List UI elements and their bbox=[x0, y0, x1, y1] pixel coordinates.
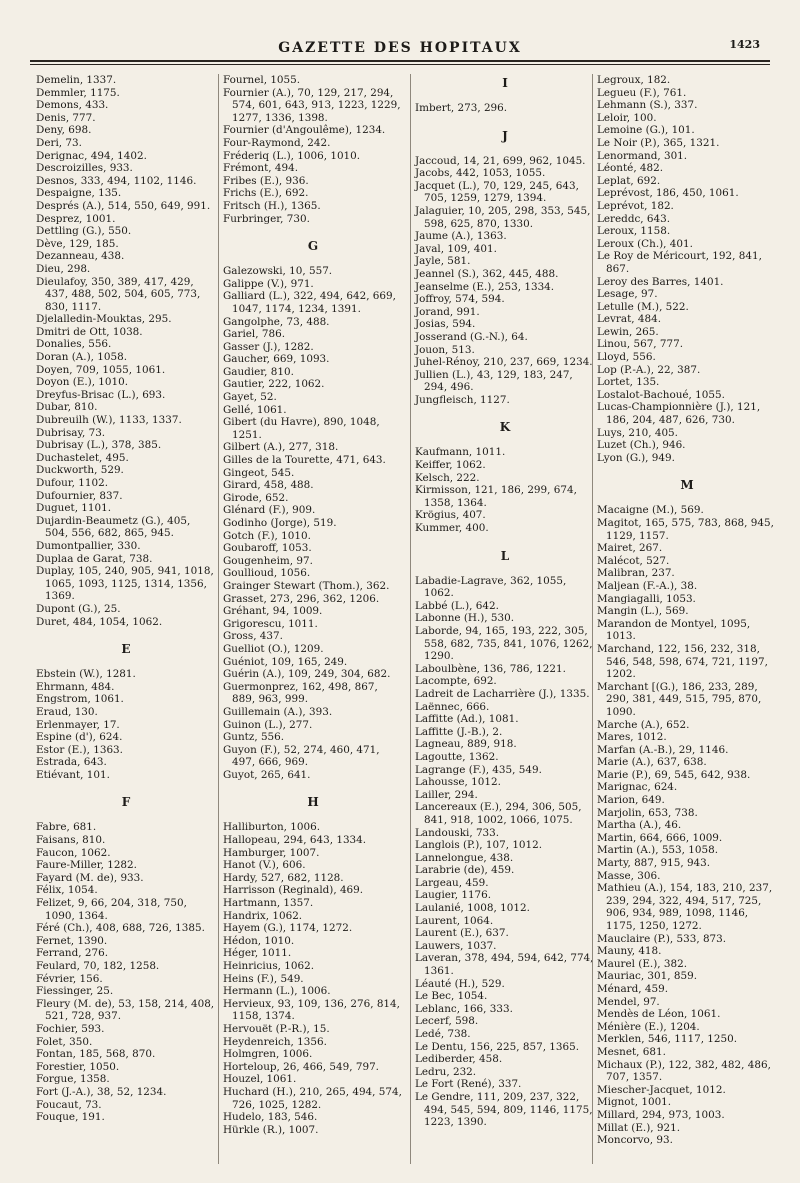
index-entry: Marie (A.), 637, 638. bbox=[597, 756, 707, 769]
index-entry: Gréhant, 94, 1009. bbox=[223, 605, 323, 618]
index-entry: Guéniot, 109, 165, 249. bbox=[223, 655, 348, 668]
index-entry: Ehrmann, 484. bbox=[36, 680, 115, 693]
index-entry: Djelalledin-Mouktas, 295. bbox=[36, 313, 172, 326]
index-entry: Hartmann, 1357. bbox=[223, 897, 314, 910]
index-entry: Joffroy, 574, 594. bbox=[415, 293, 505, 306]
index-entry: Marignac, 624. bbox=[597, 781, 678, 794]
index-entry: Deri, 73. bbox=[36, 136, 82, 149]
index-entry: Gross, 437. bbox=[223, 630, 283, 643]
index-entry: Folet, 350. bbox=[36, 1035, 93, 1048]
index-entry: Ferrand, 276. bbox=[36, 947, 109, 960]
index-entry: Guelliot (O.), 1209. bbox=[223, 642, 324, 655]
page-number: 1423 bbox=[729, 38, 760, 51]
index-entry: Marie (P.), 69, 545, 642, 938. bbox=[597, 768, 751, 781]
index-entry: Grigorescu, 1011. bbox=[223, 617, 318, 630]
index-entry: Dujardin-Beaumetz (G.), 405, 504, 556, 682, 865, 945. bbox=[36, 514, 191, 540]
index-entry: Gilbert (A.), 277, 318. bbox=[223, 441, 339, 454]
index-entry: Marchand, 122, 156, 232, 318, 546, 548, 598, 674, 721, 1197, 1202. bbox=[597, 642, 768, 681]
section-letter: H bbox=[307, 795, 319, 810]
index-entry: Maurel (E.), 382. bbox=[597, 957, 688, 970]
index-entry: Gasser (J.), 1282. bbox=[223, 340, 314, 353]
index-entry: Leroux (Ch.), 401. bbox=[597, 237, 693, 250]
index-entry: Guinon (L.), 277. bbox=[223, 718, 313, 731]
index-entry: Le Bec, 1054. bbox=[415, 990, 488, 1003]
index-entry: Desnos, 333, 494, 1102, 1146. bbox=[36, 174, 197, 187]
index-entry: Linou, 567, 777. bbox=[597, 338, 684, 351]
index-entry: Hamburger, 1007. bbox=[223, 846, 320, 859]
index-entry: Laugier, 1176. bbox=[415, 889, 492, 902]
index-entry: Faucon, 1062. bbox=[36, 846, 111, 859]
index-entry: Dève, 129, 185. bbox=[36, 237, 119, 250]
index-entry: Després (A.), 514, 550, 649, 991. bbox=[36, 199, 211, 212]
index-entry: Lortet, 135. bbox=[597, 376, 660, 389]
index-entry: Lannelongue, 438. bbox=[415, 851, 514, 864]
index-entry: Frémont, 494. bbox=[223, 162, 299, 175]
index-entry: Laurent (E.), 637. bbox=[415, 927, 509, 940]
index-entry: Hervouët (P.-R.), 15. bbox=[223, 1022, 330, 1035]
index-entry: Lyon (G.), 949. bbox=[597, 451, 675, 464]
index-entry: Martha (A.), 46. bbox=[597, 819, 682, 832]
index-entry: Fournel, 1055. bbox=[223, 74, 301, 86]
index-entry: Fort (J.-A.), 38, 52, 1234. bbox=[36, 1085, 167, 1098]
index-entry: Hayem (G.), 1174, 1272. bbox=[223, 922, 353, 935]
index-entry: Février, 156. bbox=[36, 972, 103, 985]
index-entry: Jayle, 581. bbox=[415, 255, 471, 268]
index-entry: Hardy, 527, 682, 1128. bbox=[223, 871, 344, 884]
index-entry: Lostalot-Bachoué, 1055. bbox=[597, 388, 725, 401]
index-entry: Lauwers, 1037. bbox=[415, 939, 497, 952]
index-entry: Lehmann (S.), 337. bbox=[597, 99, 698, 112]
index-entry: Luzet (Ch.), 946. bbox=[597, 439, 686, 452]
index-entry: Galippe (V.), 971. bbox=[223, 277, 314, 290]
index-entry: Luys, 210, 405. bbox=[597, 426, 678, 439]
index-entry: Duplaa de Garat, 738. bbox=[36, 552, 153, 565]
index-entry: Fouque, 191. bbox=[36, 1111, 105, 1124]
index-entry: Estrada, 643. bbox=[36, 756, 107, 769]
index-entry: Laënnec, 666. bbox=[415, 700, 490, 713]
index-column-3 bbox=[410, 74, 595, 1164]
index-entry: Glénard (F.), 909. bbox=[223, 504, 316, 517]
index-entry: Jalaguier, 10, 205, 298, 353, 545, 598, 625, 870, 1330. bbox=[415, 204, 591, 230]
index-entry: Gayet, 52. bbox=[223, 391, 277, 404]
index-entry: Leroy des Barres, 1401. bbox=[597, 275, 724, 288]
index-entry: Estor (E.), 1363. bbox=[36, 743, 123, 756]
index-entry: Laurent, 1064. bbox=[415, 914, 494, 927]
index-entry: Mesnet, 681. bbox=[597, 1045, 666, 1058]
section-letter: K bbox=[499, 420, 511, 435]
index-entry: Dubar, 810. bbox=[36, 401, 98, 414]
header-rule-thick bbox=[30, 60, 770, 62]
index-entry: Denis, 777. bbox=[36, 111, 96, 124]
index-entry: Despaigne, 135. bbox=[36, 187, 122, 200]
index-entry: Guyot, 265, 641. bbox=[223, 768, 311, 781]
index-entry: Heydenreich, 1356. bbox=[223, 1035, 327, 1048]
index-column-1 bbox=[36, 74, 216, 1164]
index-entry: Espine (d'), 624. bbox=[36, 731, 123, 744]
index-entry: Le Dentu, 156, 225, 857, 1365. bbox=[415, 1040, 580, 1053]
index-entry: Hudelo, 183, 546. bbox=[223, 1111, 318, 1124]
header-rule-thin bbox=[30, 64, 770, 65]
index-entry: Lucas-Championnière (J.), 121, 186, 204, 487, 626, 730. bbox=[597, 401, 761, 427]
index-entry: Dubrisay (L.), 378, 385. bbox=[36, 439, 162, 452]
index-entry: Dufour, 1102. bbox=[36, 477, 108, 489]
index-entry: Labadie-Lagrave, 362, 1055, 1062. bbox=[415, 574, 567, 600]
index-entry: Forestier, 1050. bbox=[36, 1060, 120, 1073]
index-entry: Legueu (F.), 761. bbox=[597, 86, 687, 99]
index-entry: Léauté (H.), 529. bbox=[415, 977, 505, 990]
index-entry: Furbringer, 730. bbox=[223, 212, 310, 225]
index-entry: Dupont (G.), 25. bbox=[36, 602, 121, 615]
index-entry: Macaigne (M.), 569. bbox=[597, 504, 704, 517]
index-column-4 bbox=[592, 74, 777, 1164]
index-entry: Fernet, 1390. bbox=[36, 934, 108, 947]
index-entry: Faisans, 810. bbox=[36, 834, 106, 847]
index-entry: Fréderiq (L.), 1006, 1010. bbox=[223, 149, 361, 162]
index-entry: Héger, 1011. bbox=[223, 947, 292, 960]
index-entry: Frichs (E.), 692. bbox=[223, 187, 309, 200]
index-entry: Ledé, 738. bbox=[415, 1028, 471, 1040]
index-entry: Largeau, 459. bbox=[415, 876, 489, 889]
index-entry: Marion, 649. bbox=[597, 794, 665, 807]
index-entry: Gibert (du Havre), 890, 1048, 1251. bbox=[223, 416, 380, 441]
index-entry: Jeanselme (E.), 253, 1334. bbox=[415, 280, 555, 293]
index-entry: Guyon (F.), 52, 274, 460, 471, 497, 666, 969. bbox=[223, 743, 380, 769]
index-entry: Demons, 433. bbox=[36, 99, 109, 112]
section-letter: J bbox=[502, 128, 508, 143]
index-entry: Jacobs, 442, 1053, 1055. bbox=[415, 167, 546, 180]
index-entry: Jacquet (L.), 70, 129, 245, 643, 705, 1259, 1279, 1394. bbox=[415, 179, 579, 205]
index-entry: Dreyfus-Brisac (L.), 693. bbox=[36, 388, 166, 401]
index-entry: Halliburton, 1006. bbox=[223, 821, 321, 834]
index-entry: Hürkle (R.), 1007. bbox=[223, 1123, 319, 1136]
index-entry: Malécot, 527. bbox=[597, 554, 670, 567]
index-entry: Holmgren, 1006. bbox=[223, 1048, 313, 1061]
index-entry: Etiévant, 101. bbox=[36, 768, 110, 781]
index-entry: Marchant [(G.), 186, 233, 289, 290, 381, 449, 515, 795, 870, 1090. bbox=[597, 680, 762, 718]
section-letter: E bbox=[121, 642, 131, 657]
index-entry: Le Gendre, 111, 209, 237, 322, 494, 545, 594, 809, 1146, 1175, 1223, 1390. bbox=[415, 1090, 593, 1129]
index-entry: Gilles de la Tourette, 471, 643. bbox=[223, 454, 386, 467]
index-entry: Miescher-Jacquet, 1012. bbox=[597, 1083, 726, 1096]
index-entry: Gellé, 1061. bbox=[223, 403, 287, 416]
index-entry: Gotch (F.), 1010. bbox=[223, 529, 311, 542]
index-entry: Laulanié, 1008, 1012. bbox=[415, 902, 530, 915]
index-entry: Heinricius, 1062. bbox=[223, 960, 315, 972]
index-entry: Dieu, 298. bbox=[36, 262, 91, 275]
index-entry: Gingeot, 545. bbox=[223, 466, 295, 479]
index-entry: Grasset, 273, 296, 362, 1206. bbox=[223, 592, 380, 605]
index-entry: Jorand, 991. bbox=[415, 305, 480, 318]
index-entry: Horteloup, 26, 466, 549, 797. bbox=[223, 1060, 379, 1073]
index-entry: Kelsch, 222. bbox=[415, 471, 480, 484]
index-entry: Laveran, 378, 494, 594, 642, 774, 1361. bbox=[415, 952, 594, 978]
index-entry: Lahousse, 1012. bbox=[415, 776, 501, 789]
index-entry: Duchastelet, 495. bbox=[36, 451, 129, 464]
index-entry: Duret, 484, 1054, 1062. bbox=[36, 615, 163, 628]
index-entry: Gariel, 786. bbox=[223, 328, 285, 341]
index-entry: Goullioud, 1056. bbox=[223, 567, 311, 580]
index-entry: Godinho (Jorge), 519. bbox=[223, 517, 337, 529]
index-entry: Lediberder, 458. bbox=[415, 1053, 503, 1066]
index-entry: Handrix, 1062. bbox=[223, 909, 303, 922]
index-entry: Doyon (E.), 1010. bbox=[36, 376, 129, 389]
index-entry: Marjolin, 653, 738. bbox=[597, 806, 698, 819]
index-entry: Merklen, 546, 1117, 1250. bbox=[597, 1033, 738, 1046]
index-entry: Michaux (P.), 122, 382, 482, 486, 707, 1357. bbox=[597, 1058, 771, 1084]
section-letter: M bbox=[680, 478, 694, 493]
index-entry: Mauclaire (P.), 533, 873. bbox=[597, 932, 727, 945]
index-entry: Gougenheim, 97. bbox=[223, 554, 313, 567]
index-entry: Laffitte (Ad.), 1081. bbox=[415, 713, 519, 726]
index-entry: Fabre, 681. bbox=[36, 821, 97, 834]
index-entry: Eraud, 130. bbox=[36, 705, 98, 718]
index-entry: Doran (A.), 1058. bbox=[36, 351, 128, 364]
index-entry: Masse, 306. bbox=[597, 869, 661, 882]
index-entry: Lesage, 97. bbox=[597, 288, 658, 301]
index-entry: Engstrom, 1061. bbox=[36, 693, 124, 706]
index-entry: Kaufmann, 1011. bbox=[415, 446, 506, 459]
index-entry: Kummer, 400. bbox=[415, 522, 489, 535]
index-entry: Fleury (M. de), 53, 158, 214, 408, 521, 728, 937. bbox=[36, 997, 215, 1023]
index-entry: Lagoutte, 1362. bbox=[415, 750, 499, 763]
index-entry: Leroux, 1158. bbox=[597, 225, 671, 238]
index-entry: Foucaut, 73. bbox=[36, 1098, 102, 1111]
index-entry: Hanot (V.), 606. bbox=[223, 859, 306, 872]
index-entry: Fribes (E.), 936. bbox=[223, 174, 309, 187]
index-entry: Kirmisson, 121, 186, 299, 674, 1358, 1364. bbox=[415, 484, 577, 509]
index-entry: Jaume (A.), 1363. bbox=[415, 230, 507, 243]
index-entry: Mauriac, 301, 859. bbox=[597, 970, 698, 983]
index-entry: Grainger Stewart (Thom.), 362. bbox=[223, 579, 390, 592]
index-entry: Mauny, 418. bbox=[597, 945, 662, 958]
index-entry: Mignot, 1001. bbox=[597, 1096, 672, 1109]
index-entry: Fiessinger, 25. bbox=[36, 985, 114, 998]
index-entry: Martin, 664, 666, 1009. bbox=[597, 831, 723, 844]
index-entry: Labbé (L.), 642. bbox=[415, 599, 499, 612]
index-entry: Galliard (L.), 322, 494, 642, 669, 1047, 1174, 1234, 1391. bbox=[223, 290, 396, 315]
index-entry: Guillemain (A.), 393. bbox=[223, 705, 333, 718]
index-entry: Le Fort (René), 337. bbox=[415, 1078, 522, 1091]
index-entry: Levrat, 484. bbox=[597, 313, 661, 326]
index-entry: Dezanneau, 438. bbox=[36, 250, 125, 263]
index-entry: Imbert, 273, 296. bbox=[415, 102, 508, 114]
section-letter: L bbox=[500, 548, 510, 563]
index-entry: Léonté, 482. bbox=[597, 162, 664, 175]
index-entry: Descroizilles, 933. bbox=[36, 162, 133, 175]
journal-title: GAZETTE DES HOPITAUX bbox=[278, 40, 522, 56]
index-entry: Lereddc, 643. bbox=[597, 212, 671, 225]
index-entry: Gaucher, 669, 1093. bbox=[223, 353, 330, 366]
index-entry: Felizet, 9, 66, 204, 318, 750, 1090, 1364. bbox=[36, 897, 187, 922]
index-entry: Girard, 458, 488. bbox=[223, 479, 314, 492]
index-entry: Dufournier, 837. bbox=[36, 489, 123, 502]
index-entry: Marche (A.), 652. bbox=[597, 718, 690, 731]
index-entry: Labonne (H.), 530. bbox=[415, 612, 515, 625]
index-entry: Ménard, 459. bbox=[597, 982, 669, 995]
index-entry: Hermann (L.), 1006. bbox=[223, 985, 331, 998]
index-entry: Leprévost, 186, 450, 1061. bbox=[597, 187, 739, 200]
index-entry: Moncorvo, 93. bbox=[597, 1134, 673, 1147]
index-entry: Le Noir (P.), 365, 1321. bbox=[597, 136, 720, 149]
index-entry: Langlois (P.), 107, 1012. bbox=[415, 839, 543, 852]
index-entry: Demelin, 1337. bbox=[36, 74, 117, 86]
index-entry: Le Roy de Méricourt, 192, 841, 867. bbox=[597, 250, 762, 275]
index-entry: Féré (Ch.), 408, 688, 726, 1385. bbox=[36, 922, 205, 935]
index-entry: Ladreit de Lacharrière (J.), 1335. bbox=[415, 687, 590, 700]
index-entry: Millard, 294, 973, 1003. bbox=[597, 1108, 725, 1121]
index-entry: Jaccoud, 14, 21, 699, 962, 1045. bbox=[415, 154, 586, 167]
index-entry: Galezowski, 10, 557. bbox=[223, 265, 333, 278]
index-entry: Mairet, 267. bbox=[597, 542, 663, 555]
index-entry: Guérin (A.), 109, 249, 304, 682. bbox=[223, 668, 391, 681]
index-entry: Lloyd, 556. bbox=[597, 351, 656, 364]
index-entry: Mathieu (A.), 154, 183, 210, 237, 239, 294, 322, 494, 517, 725, 906, 934, 989, 1098, 1146, 1175, 1250, 1272. bbox=[597, 882, 773, 932]
index-entry: Dumontpallier, 330. bbox=[36, 539, 141, 552]
index-entry: Forgue, 1358. bbox=[36, 1073, 110, 1086]
index-entry: Dmitri de Ott, 1038. bbox=[36, 325, 143, 338]
index-entry: Desprez, 1001. bbox=[36, 212, 116, 225]
index-entry: Laboulbène, 136, 786, 1221. bbox=[415, 662, 566, 675]
index-entry: Duguet, 1101. bbox=[36, 502, 112, 515]
index-entry: Duplay, 105, 240, 905, 941, 1018, 1065, 1093, 1125, 1314, 1356, 1369. bbox=[36, 565, 214, 603]
index-entry: Heins (F.), 549. bbox=[223, 972, 304, 985]
index-entry: Hédon, 1010. bbox=[223, 934, 295, 947]
index-entry: Donalies, 556. bbox=[36, 338, 112, 351]
index-entry: Lancereaux (E.), 294, 306, 505, 841, 918, 1002, 1066, 1075. bbox=[415, 801, 582, 826]
index-entry: Leprévot, 182. bbox=[597, 199, 674, 212]
index-entry: Fochier, 593. bbox=[36, 1022, 105, 1035]
index-entry: Félix, 1054. bbox=[36, 884, 98, 897]
index-entry: Gaudier, 810. bbox=[223, 365, 294, 378]
index-entry: Erlenmayer, 17. bbox=[36, 718, 120, 731]
index-entry: Derignac, 494, 1402. bbox=[36, 149, 147, 162]
index-entry: Huchard (H.), 210, 265, 494, 574, 726, 1025, 1282. bbox=[223, 1085, 402, 1111]
index-entry: Maljean (F.-A.), 38. bbox=[597, 579, 698, 592]
index-entry: Magitot, 165, 575, 783, 868, 945, 1129, 1157. bbox=[597, 517, 774, 542]
index-entry: Larabrie (de), 459. bbox=[415, 864, 515, 877]
index-entry: Ledru, 232. bbox=[415, 1065, 477, 1078]
index-entry: Jungfleisch, 1127. bbox=[415, 393, 510, 406]
index-entry: Javal, 109, 401. bbox=[415, 242, 497, 255]
index-entry: Laborde, 94, 165, 193, 222, 305, 558, 682, 735, 841, 1076, 1262, 1290. bbox=[415, 625, 593, 663]
index-entry: Four-Raymond, 242. bbox=[223, 136, 331, 149]
index-entry: Dubrisay, 73. bbox=[36, 426, 106, 439]
index-entry: Keiffer, 1062. bbox=[415, 459, 486, 472]
index-entry: Girode, 652. bbox=[223, 491, 289, 504]
section-letter: I bbox=[502, 76, 508, 90]
index-entry: Feulard, 70, 182, 1258. bbox=[36, 960, 160, 972]
index-entry: Leblanc, 166, 333. bbox=[415, 1002, 513, 1015]
index-entry: Fayard (M. de), 933. bbox=[36, 871, 144, 884]
index-entry: Letulle (M.), 522. bbox=[597, 300, 689, 313]
index-entry: Houzel, 1061. bbox=[223, 1073, 297, 1086]
index-entry: Mares, 1012. bbox=[597, 731, 667, 744]
index-entry: Leplat, 692. bbox=[597, 174, 661, 187]
index-entry: Ménière (E.), 1204. bbox=[597, 1020, 700, 1033]
index-entry: Juhel-Rénoy, 210, 237, 669, 1234. bbox=[415, 356, 593, 369]
index-entry: Lailler, 294. bbox=[415, 788, 478, 801]
index-entry: Ebstein (W.), 1281. bbox=[36, 668, 136, 681]
index-entry: Lecerf, 598. bbox=[415, 1015, 479, 1028]
index-entry: Guntz, 556. bbox=[223, 731, 285, 744]
index-entry: Fontan, 185, 568, 870. bbox=[36, 1048, 156, 1061]
index-entry: Gautier, 222, 1062. bbox=[223, 378, 325, 391]
index-entry: Lagneau, 889, 918. bbox=[415, 738, 517, 751]
index-entry: Legroux, 182. bbox=[597, 74, 671, 86]
index-entry: Guermonprez, 162, 498, 867, 889, 963, 999. bbox=[223, 680, 378, 706]
index-entry: Martin (A.), 553, 1058. bbox=[597, 844, 718, 857]
index-entry: Demmler, 1175. bbox=[36, 86, 120, 99]
index-entry: Josias, 594. bbox=[415, 318, 476, 331]
index-entry: Lop (P.-A.), 22, 387. bbox=[597, 363, 701, 376]
index-entry: Lewin, 265. bbox=[597, 325, 659, 338]
index-entry: Mendel, 97. bbox=[597, 995, 660, 1008]
index-entry: Laffitte (J.-B.), 2. bbox=[415, 725, 503, 738]
index-entry: Lemoine (G.), 101. bbox=[597, 124, 695, 137]
section-letter: G bbox=[307, 239, 319, 254]
index-entry: Deny, 698. bbox=[36, 124, 92, 137]
index-entry: Lacompte, 692. bbox=[415, 675, 497, 688]
index-entry: Mangin (L.), 569. bbox=[597, 605, 689, 618]
index-entry: Marty, 887, 915, 943. bbox=[597, 857, 711, 870]
index-entry: Goubaroff, 1053. bbox=[223, 542, 312, 555]
index-entry: Jullien (L.), 43, 129, 183, 247, 294, 496. bbox=[415, 368, 573, 394]
index-column-2 bbox=[218, 74, 403, 1164]
index-entry: Faure-Miller, 1282. bbox=[36, 859, 137, 872]
index-entry: Leloir, 100. bbox=[597, 111, 657, 124]
index-entry: Hervieux, 93, 109, 136, 276, 814, 1158, 1374. bbox=[223, 997, 400, 1023]
index-entry: Harrisson (Reginald), 469. bbox=[223, 884, 364, 897]
index-entry: Marfan (A.-B.), 29, 1146. bbox=[597, 743, 729, 756]
index-entry: Fournier (d'Angoulême), 1234. bbox=[223, 124, 386, 137]
index-entry: Lenormand, 301. bbox=[597, 149, 688, 162]
index-entry: Doyen, 709, 1055, 1061. bbox=[36, 363, 166, 376]
page-header bbox=[0, 0, 800, 70]
index-entry: Dieulafoy, 350, 389, 417, 429, 437, 488, 502, 504, 605, 773, 830, 1117. bbox=[36, 275, 201, 313]
index-entry: Fritsch (H.), 1365. bbox=[223, 199, 321, 212]
index-entry: Jouon, 513. bbox=[415, 343, 475, 356]
section-letter: F bbox=[121, 795, 131, 810]
index-entry: Fournier (A.), 70, 129, 217, 294, 574, 601, 643, 913, 1223, 1229, 1277, 1336, 1398. bbox=[223, 86, 401, 124]
index-columns bbox=[36, 74, 778, 1164]
index-entry: Landouski, 733. bbox=[415, 826, 500, 839]
index-entry: Josserand (G.-N.), 64. bbox=[415, 330, 528, 343]
index-entry: Malibran, 237. bbox=[597, 567, 675, 580]
index-entry: Mendès de Léon, 1061. bbox=[597, 1008, 721, 1021]
index-entry: Millat (E.), 921. bbox=[597, 1121, 681, 1134]
index-entry: Krögius, 407. bbox=[415, 509, 486, 522]
index-entry: Hallopeau, 294, 643, 1334. bbox=[223, 834, 367, 847]
index-entry: Lagrange (F.), 435, 549. bbox=[415, 763, 542, 776]
index-entry: Mangiagalli, 1053. bbox=[597, 592, 696, 605]
index-entry: Jeannel (S.), 362, 445, 488. bbox=[415, 267, 559, 280]
index-entry: Dubreuilh (W.), 1133, 1337. bbox=[36, 414, 182, 427]
index-entry: Duckworth, 529. bbox=[36, 464, 124, 477]
index-entry: Dettling (G.), 550. bbox=[36, 225, 132, 238]
index-entry: Marandon de Montyel, 1095, 1013. bbox=[597, 617, 751, 643]
index-entry: Gangolphe, 73, 488. bbox=[223, 315, 330, 328]
